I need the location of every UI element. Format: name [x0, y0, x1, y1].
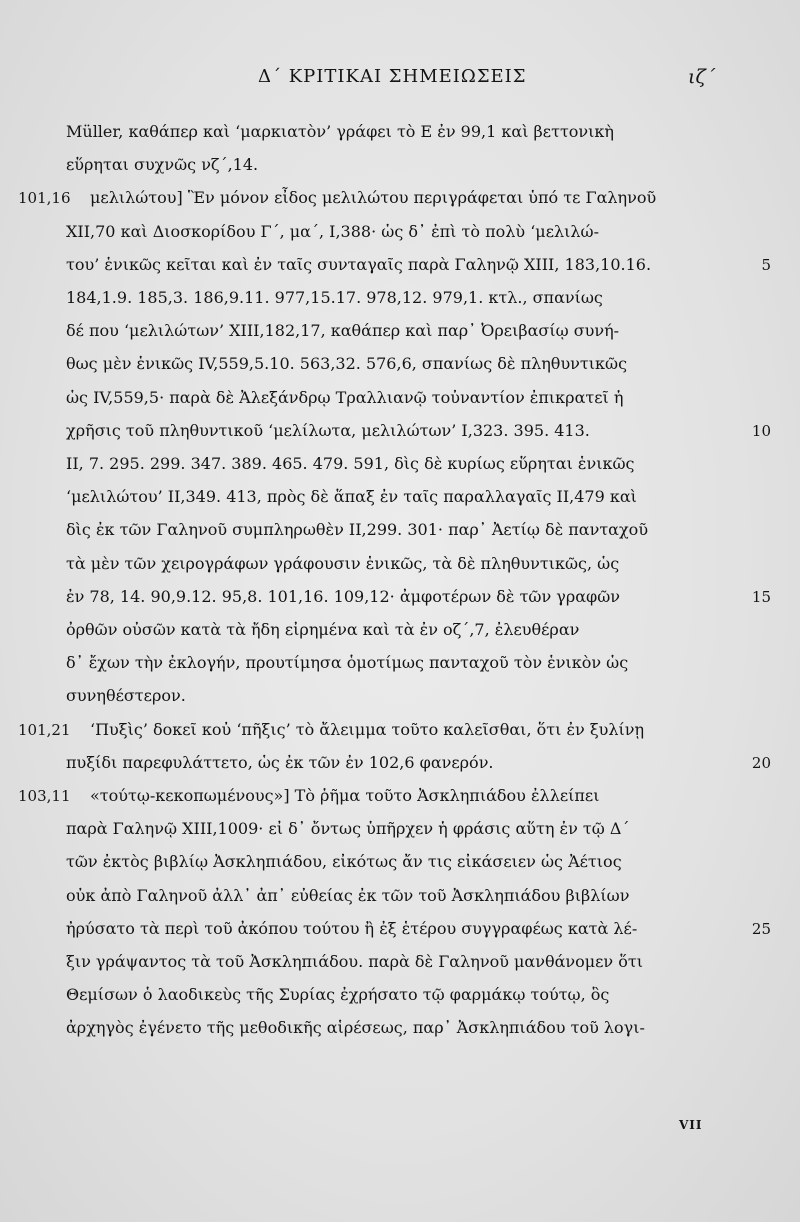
margin-reference: 101,21	[18, 721, 71, 739]
line-number: 20	[751, 754, 771, 772]
text-line: εὕρηται συχνῶς νζ΄,14.	[66, 155, 259, 174]
text-line: παρὰ Γαληνῷ XIII,1009· εἰ δ᾽ ὄντως ὑπῆρχεν ἡ φράσις αὕτη ἐν τῷ Δ΄	[66, 819, 630, 838]
text-line: τῶν ἐκτὸς βιβλίῳ Ἀσκληπιάδου, εἰκότως ἄν τις εἰκάσειεν ὡς Ἀέτιος	[66, 852, 622, 871]
text-line: δ᾽ ἔχων τὴν ἐκλογήν, προυτίμησα ὁμοτίμως πανταχοῦ τὸν ἑνικὸν ὡς	[66, 653, 629, 672]
margin-reference: 103,11	[18, 787, 71, 805]
text-line: χρῆσις τοῦ πληθυντικοῦ ‘μελίλωτα, μελιλώτων’ I,323. 395. 413.	[66, 421, 590, 440]
text-line: II, 7. 295. 299. 347. 389. 465. 479. 591, δὶς δὲ κυρίως εὕρηται ἑνικῶς	[66, 454, 635, 473]
line-number: 5	[761, 256, 771, 274]
text-line: «τούτῳ-κεκοπωμένους»] Τὸ ῥῆμα τοῦτο Ἀσκληπιάδου ἐλλείπει	[90, 786, 600, 805]
text-line: ξιν γράψαντος τὰ τοῦ Ἀσκληπιάδου. παρὰ δὲ Γαληνοῦ μανθάνομεν ὅτι	[66, 952, 643, 971]
text-line: συνηθέστερον.	[66, 686, 186, 705]
text-line: πυξίδι παρεφυλάττετο, ὡς ἐκ τῶν ἐν 102,6 φανερόν.	[66, 753, 494, 772]
line-number: 25	[751, 920, 771, 938]
margin-reference: 101,16	[18, 189, 71, 207]
text-line: οὐκ ἀπὸ Γαληνοῦ ἀλλ᾽ ἀπ᾽ εὐθείας ἐκ τῶν τοῦ Ἀσκληπιάδου βιβλίων	[66, 886, 630, 905]
text-line: ἐν 78, 14. 90,9.12. 95,8. 101,16. 109,12· ἀμφοτέρων δὲ τῶν γραφῶν	[66, 587, 621, 606]
text-line: 184,1.9. 185,3. 186,9.11. 977,15.17. 978,12. 979,1. κτλ., σπανίως	[66, 288, 603, 307]
text-line: ὀρθῶν οὐσῶν κατὰ τὰ ἤδη εἰρημένα καὶ τὰ ἐν οζ΄,7, ἐλευθέραν	[66, 620, 580, 639]
text-line: ἀρχηγὸς ἐγένετο τῆς μεθοδικῆς αἱρέσεως, παρ᾽ Ἀσκληπιάδου τοῦ λογι-	[66, 1018, 645, 1037]
page-folio: ιζ΄	[688, 66, 716, 88]
text-line: ὡς IV,559,5· παρὰ δὲ Ἀλεξάνδρῳ Τραλλιανῷ τοὐναντίον ἐπικρατεῖ ἡ	[66, 388, 624, 407]
running-head: Δ΄ ΚΡΙΤΙΚΑΙ ΣΗΜΕΙΩΣΕΙΣ	[258, 66, 527, 87]
signature-mark: VII	[679, 1118, 703, 1132]
text-line: του’ ἑνικῶς κεῖται καὶ ἐν ταῖς συνταγαῖς παρὰ Γαληνῷ XIII, 183,10.16.	[66, 255, 652, 274]
text-line: μελιλώτου] Ἓν μόνον εἶδος μελιλώτου περιγράφεται ὑπό τε Γαληνοῦ	[90, 188, 657, 207]
line-number: 10	[751, 422, 771, 440]
text-line: Θεμίσων ὁ λαοδικεὺς τῆς Συρίας ἐχρήσατο τῷ φαρμάκῳ τούτῳ, ὃς	[66, 985, 610, 1004]
text-line: XII,70 καὶ Διοσκορίδου Γ΄, μα΄, I,388· ὡς δ᾽ ἐπὶ τὸ πολὺ ‘μελιλώ-	[66, 222, 599, 241]
text-line: θως μὲν ἑνικῶς IV,559,5.10. 563,32. 576,6, σπανίως δὲ πληθυντικῶς	[66, 354, 628, 373]
text-line: ‘Πυξὶς’ δοκεῖ κοὐ ‘πῆξις’ τὸ ἄλειμμα τοῦτο καλεῖσθαι, ὅτι ἐν ξυλίνῃ	[90, 720, 645, 739]
text-line: δὶς ἐκ τῶν Γαληνοῦ συμπληρωθὲν II,299. 301· παρ᾽ Ἀετίῳ δὲ πανταχοῦ	[66, 520, 649, 539]
text-line: ἠρύσατο τὰ περὶ τοῦ ἀκόπου τούτου ἢ ἐξ ἑτέρου συγγραφέως κατὰ λέ-	[66, 919, 638, 938]
text-line: δέ που ‘μελιλώτων’ XIII,182,17, καθάπερ καὶ παρ᾽ Ὀρειβασίῳ συνή-	[66, 321, 620, 340]
text-line: ‘μελιλώτου’ II,349. 413, πρὸς δὲ ἅπαξ ἐν ταῖς παραλλαγαῖς II,479 καὶ	[66, 487, 637, 506]
line-number: 15	[751, 588, 771, 606]
text-line: τὰ μὲν τῶν χειρογράφων γράφουσιν ἑνικῶς, τὰ δὲ πληθυντικῶς, ὡς	[66, 554, 620, 573]
text-line: Müller, καθάπερ καὶ ‘μαρκιατὸν’ γράφει τὸ Ε ἐν 99,1 καὶ βεττονικὴ	[66, 122, 615, 141]
